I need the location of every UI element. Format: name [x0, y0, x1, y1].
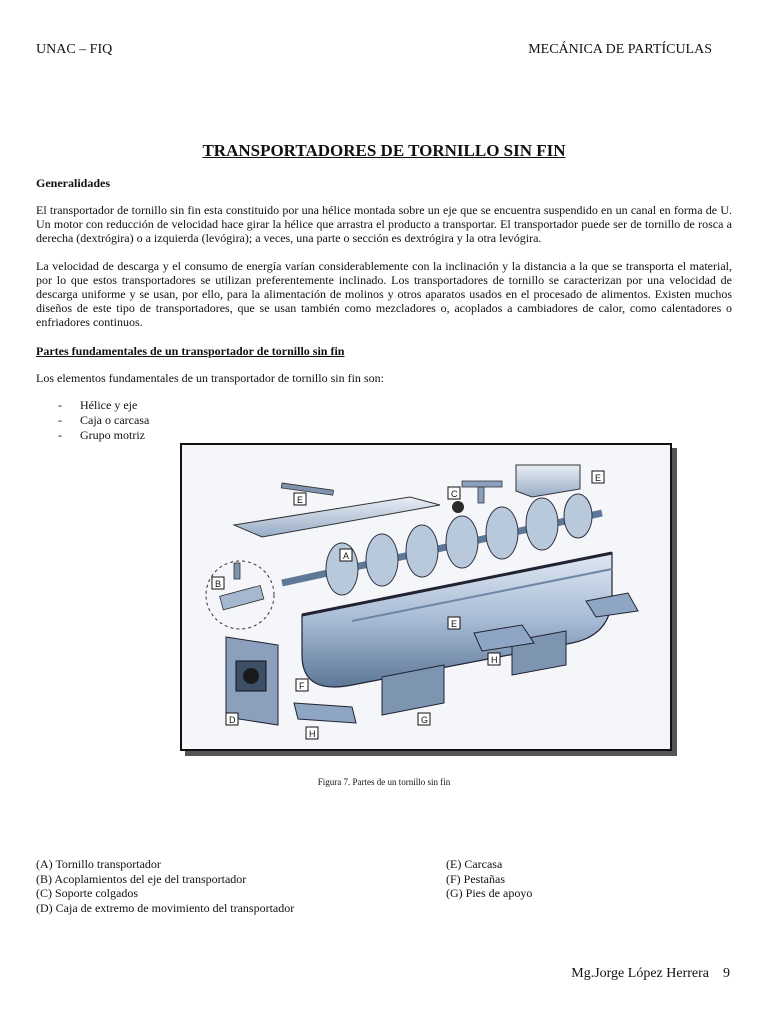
- label-f: F: [299, 681, 305, 691]
- hanger-bar: [281, 483, 333, 495]
- legend-item: (C) Soporte colgados: [36, 886, 138, 900]
- paragraph-intro-parts: Los elementos fundamentales de un transportador de tornillo sin fin son:: [36, 371, 384, 385]
- coupling-detail: [206, 561, 274, 629]
- screw-conveyor-illustration: [182, 445, 670, 749]
- top-cover: [234, 497, 440, 537]
- legend-right: [446, 857, 532, 901]
- footer-author: Mg.Jorge López Herrera: [571, 966, 709, 981]
- paragraph-2: La velocidad de descarga y el consumo de energía varían considerablemente con la inclinación y la distancia a la que se transporta el material, por lo que estos transportadores se utilizan preferentemente inclinado. Los transportadores de tornillo se caracterizan por una velocidad de descarga uniforme y se usan, por ello, para la alimentación de molinos y otros aparatos usados en el procesado de alimentos. Existen muchos diseños de este tipo de transportadores, que se usan también como mezcladores o, acoplados a cambiadores de calor, como calentadores o enfriadores continuos.: [36, 259, 732, 329]
- label-a: A: [343, 551, 350, 561]
- section-heading-generalidades: Generalidades: [36, 176, 110, 190]
- legend-item: (F) Pestañas: [446, 871, 505, 886]
- label-h: H: [491, 655, 498, 665]
- parts-list: [58, 398, 149, 443]
- flange: [294, 703, 356, 723]
- legend-left: [36, 857, 294, 915]
- list-item: - Caja o carcasa: [58, 413, 149, 428]
- label-b: B: [215, 579, 222, 589]
- header-right: MECÁNICA DE PARTÍCULAS: [528, 42, 712, 57]
- legend-item: (E) Carcasa: [446, 857, 503, 871]
- list-item: - Grupo motriz: [58, 428, 149, 443]
- label-g: G: [421, 715, 429, 725]
- label-e: E: [595, 473, 602, 483]
- section-heading-partes: Partes fundamentales de un transportador de tornillo sin fin: [36, 344, 345, 358]
- end-box: [516, 465, 580, 497]
- label-h: H: [309, 729, 316, 739]
- label-e: E: [451, 619, 458, 629]
- legend-item: (A) Tornillo transportador: [36, 857, 161, 871]
- footer: [571, 966, 730, 982]
- legend-item: (D) Caja de extremo de movimiento del transportador: [36, 900, 295, 915]
- figure-caption: Figura 7. Partes de un tornillo sin fin: [317, 777, 451, 787]
- legend-item: (G) Pies de apoyo: [446, 886, 533, 900]
- page-number: 9: [723, 966, 730, 981]
- paragraph-1: El transportador de tornillo sin fin esta constituido por una hélice montada sobre un eje que se encuentra suspendido en un canal en forma de U. Un motor con reducción de velocidad hace girar la hélice que arrastra el producto a transportar. El transportador puede ser de tornillo de rosca a derecha (dextrógira) o a izquierda (levógira); a veces, una parte o sección es dextrógira y la otra levógira.: [36, 203, 732, 245]
- legend-item: (B) Acoplamientos del eje del transportador: [36, 871, 247, 886]
- list-item: - Hélice y eje: [58, 398, 149, 413]
- label-d: D: [229, 715, 236, 725]
- drive-end-plate: [226, 637, 278, 725]
- screw-conveyor-figure: [180, 443, 672, 751]
- document-title: TRANSPORTADORES DE TORNILLO SIN FIN: [202, 141, 566, 160]
- label-c: C: [451, 489, 458, 499]
- label-e: E: [297, 495, 304, 505]
- header-left: UNAC – FIQ: [36, 42, 113, 57]
